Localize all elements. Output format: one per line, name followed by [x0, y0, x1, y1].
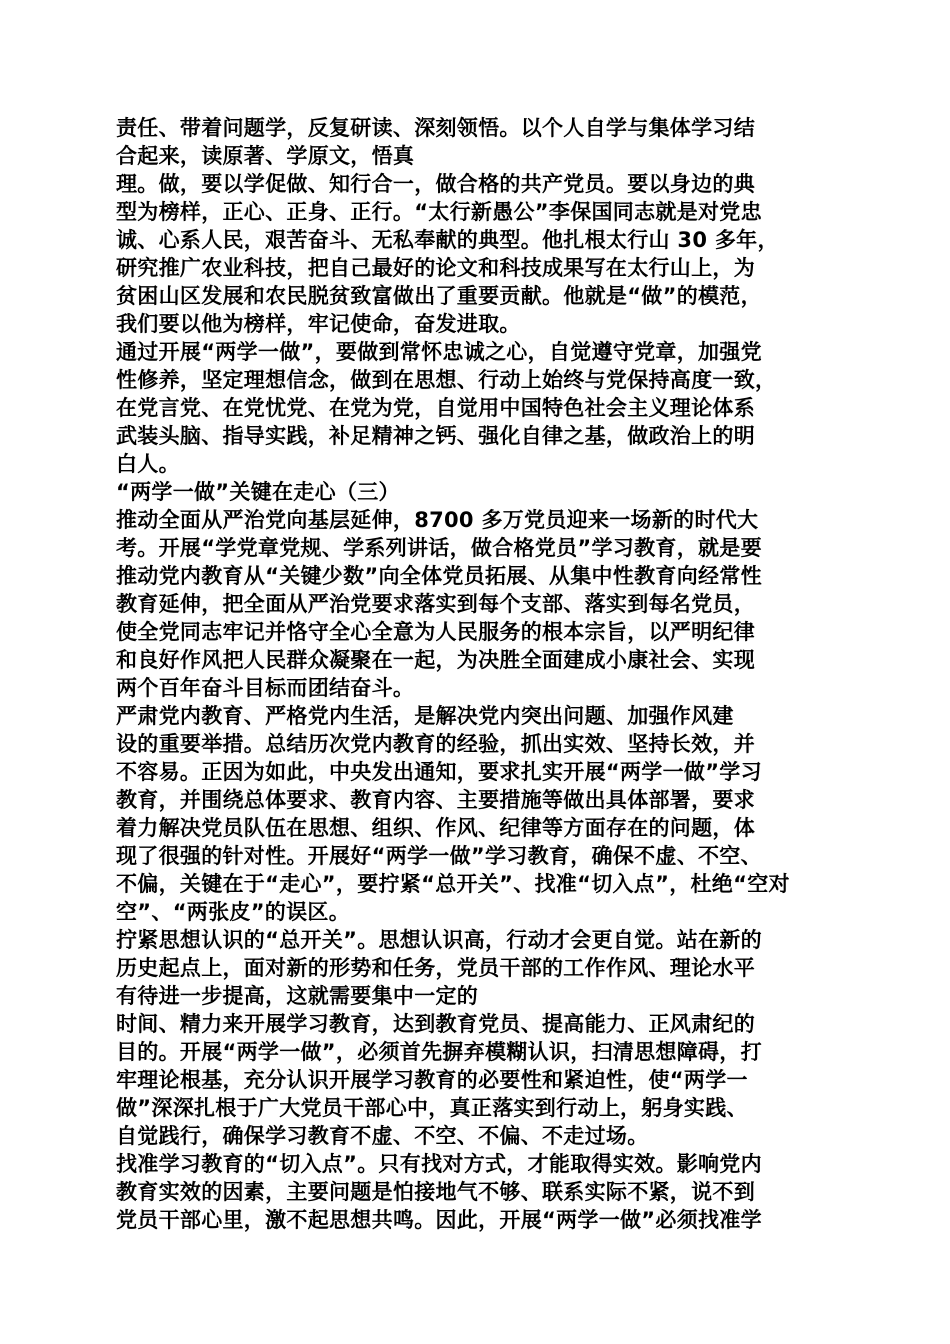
text-line: 使全党同志牢记并恪守全心全意为人民服务的根本宗旨，以严明纪律	[116, 620, 755, 644]
text-line: 教育延伸，把全面从严治党要求落实到每个支部、落实到每名党员，	[116, 592, 755, 616]
text-line: 性修养，坚定理想信念，做到在思想、行动上始终与党保持高度一致，	[116, 368, 777, 392]
text-line: 通过开展“两学一做”，要做到常怀忠诚之心，自觉遵守党章，加强党	[116, 340, 762, 364]
text-line: 两个百年奋斗目标而团结奋斗。	[116, 676, 415, 700]
text-line: 在党言党、在党忧党、在党为党，自觉用中国特色社会主义理论体系	[116, 396, 755, 420]
text-line: 牢理论根基，充分认识开展学习教育的必要性和紧迫性，使“两学一	[116, 1068, 748, 1092]
text-line: 教育实效的因素，主要问题是怕接地气不够、联系实际不紧，说不到	[116, 1180, 755, 1204]
text-line: 不容易。正因为如此，中央发出通知，要求扎实开展“两学一做”学习	[116, 760, 762, 784]
text-line: 推动党内教育从“关键少数”向全体党员拓展、从集中性教育向经常性	[116, 564, 762, 588]
text-line: 教育，并围绕总体要求、教育内容、主要措施等做出具体部署，要求	[116, 788, 755, 812]
text-line: 做”深深扎根于广大党员干部心中，真正落实到行动上，躬身实践、	[116, 1096, 748, 1120]
text-line: 责任、带着问题学，反复研读、深刻领悟。以个人自学与集体学习结	[116, 116, 755, 140]
text-line: 研究推广农业科技，把自己最好的论文和科技成果写在太行山上，为	[116, 256, 755, 280]
text-line: 理。做，要以学促做、知行合一，做合格的共产党员。要以身边的典	[116, 172, 755, 196]
text-line: 找准学习教育的“切入点”。只有找对方式，才能取得实效。影响党内	[116, 1152, 762, 1176]
text-line: 白人。	[116, 452, 180, 476]
text-line: 贫困山区发展和农民脱贫致富做出了重要贡献。他就是“做”的模范，	[116, 284, 762, 308]
text-line: 拧紧思想认识的“总开关”。思想认识高，行动才会更自觉。站在新的	[116, 928, 762, 952]
text-line: 推动全面从严治党向基层延伸，8700 多万党员迎来一场新的时代大	[116, 508, 759, 532]
text-line: 时间、精力来开展学习教育，达到教育党员、提高能力、正风肃纪的	[116, 1012, 755, 1036]
text-line: 合起来，读原著、学原文，悟真	[116, 144, 415, 168]
text-line: 我们要以他为榜样，牢记使命，奋发进取。	[116, 312, 521, 336]
text-line: 和良好作风把人民群众凝聚在一起，为决胜全面建成小康社会、实现	[116, 648, 755, 672]
text-line: 着力解决党员队伍在思想、组织、作风、纪律等方面存在的问题，体	[116, 816, 755, 840]
text-line: 现了很强的针对性。开展好“两学一做”学习教育，确保不虚、不空、	[116, 844, 762, 868]
text-line: 不偏，关键在于“走心”，要拧紧“总开关”、找准“切入点”，杜绝“空对	[116, 872, 790, 896]
text-line: 空”、“两张皮”的误区。	[116, 900, 351, 924]
text-line: 设的重要举措。总结历次党内教育的经验，抓出实效、坚持长效，并	[116, 732, 755, 756]
text-line: 严肃党内教育、严格党内生活，是解决党内突出问题、加强作风建	[116, 704, 734, 728]
text-line: 历史起点上，面对新的形势和任务，党员干部的工作作风、理论水平	[116, 956, 755, 980]
text-line: 党员干部心里，激不起思想共鸣。因此，开展“两学一做”必须找准学	[116, 1208, 762, 1232]
text-line: 武装头脑、指导实践，补足精神之钙、强化自律之基，做政治上的明	[116, 424, 755, 448]
section-heading: “两学一做”关键在走心（三）	[116, 480, 400, 504]
text-line: 考。开展“学党章党规、学系列讲话，做合格党员”学习教育，就是要	[116, 536, 762, 560]
document-page	[116, 114, 836, 1234]
text-line: 目的。开展“两学一做”，必须首先摒弃模糊认识，扫清思想障碍，打	[116, 1040, 762, 1064]
text-line: 自觉践行，确保学习教育不虚、不空、不偏、不走过场。	[116, 1124, 649, 1148]
text-line: 诚、心系人民，艰苦奋斗、无私奉献的典型。他扎根太行山 30 多年，	[116, 228, 779, 252]
text-line: 型为榜样，正心、正身、正行。“太行新愚公”李保国同志就是对党忠	[116, 200, 762, 224]
document-body	[116, 114, 836, 1234]
text-line: 有待进一步提高，这就需要集中一定的	[116, 984, 479, 1008]
